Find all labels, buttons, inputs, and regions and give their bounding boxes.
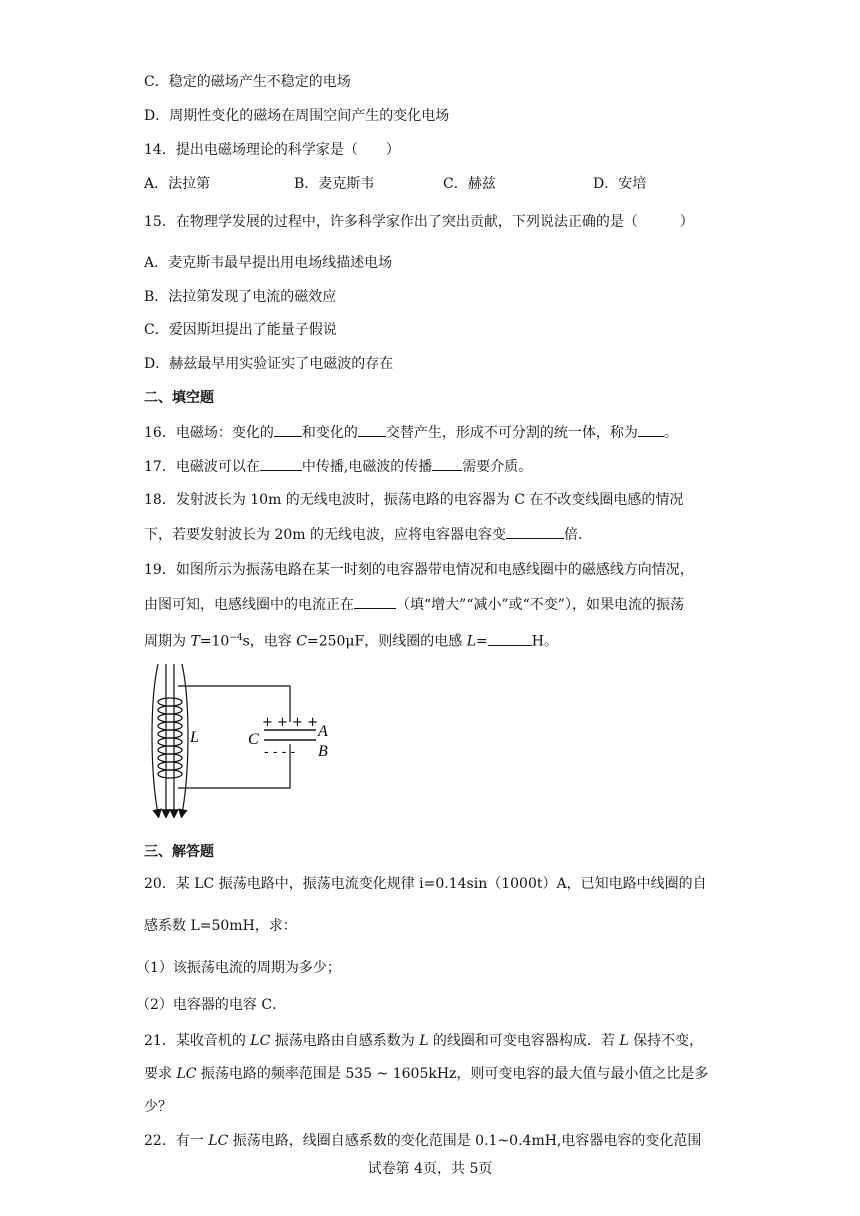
q15-option-d: D．赫兹最早用实验证实了电磁波的存在 — [144, 356, 394, 372]
q15-option-b: B．法拉第发现了电流的磁效应 — [144, 289, 337, 305]
q17-text-3: 需要介质。 — [462, 459, 533, 475]
q14-option-b: B．麦克斯韦 — [294, 176, 375, 192]
label-a: A — [318, 723, 328, 740]
q17-text-1: 17．电磁波可以在 — [144, 459, 260, 475]
q19-exponent: −4 — [229, 633, 243, 643]
q18-blank — [506, 524, 564, 539]
label-c: C — [248, 731, 259, 748]
q20-line-1: 20．某 LC 振荡电路中，振荡电流变化规律 i=0.14sin（1000t）A，已知电路中线圈的自 — [144, 876, 707, 892]
q18-text-1: 下，若要发射波长为 20m 的无线电波，应将电容器电容变 — [144, 527, 506, 543]
q13-option-d: D．周期性变化的磁场在周围空间产生的变化电场 — [144, 108, 450, 124]
q17 — [144, 456, 532, 477]
q21-text-1: 21．某收音机的 — [144, 1033, 251, 1049]
q19-blank-1 — [354, 594, 396, 609]
q15-option-a: A．麦克斯韦最早提出用电场线描述电场 — [144, 255, 393, 271]
q21-line-2 — [144, 1064, 708, 1084]
q16 — [144, 422, 678, 443]
q19-blank-2 — [488, 631, 532, 646]
q17-text-2: 中传播,电磁波的传播 — [301, 459, 433, 475]
capacitor-minus-charges: - - - - — [264, 745, 296, 760]
q20-line-2: 感系数 L=50mH，求： — [144, 918, 297, 934]
q16-text-1: 16．电磁场：变化的 — [144, 425, 274, 441]
q16-blank-2 — [358, 422, 386, 437]
q21-text-4: 保持不变， — [628, 1033, 704, 1049]
q19-var-l: L — [466, 633, 476, 650]
q21-text-3: 的线圈和可变电容器构成．若 — [428, 1033, 620, 1049]
q16-blank-3 — [638, 422, 664, 437]
q19-text-3: 周期为 — [144, 633, 191, 650]
q13-option-c: C．稳定的磁场产生不稳定的电场 — [144, 74, 351, 90]
q14-option-d: D．安培 — [593, 176, 647, 192]
q19-var-t: T — [190, 633, 200, 650]
q16-blank-1 — [274, 422, 302, 437]
q17-blank-1 — [260, 456, 302, 471]
q19-var-c: C — [296, 633, 307, 650]
q17-blank-2 — [432, 456, 462, 471]
q18-line-1: 18．发射波长为 10m 的无线电波时，振荡电路的电容器为 C 在不改变线圈电感的情况 — [144, 492, 684, 508]
label-b: B — [318, 743, 328, 760]
q22-line-1 — [144, 1131, 701, 1151]
q16-text-3: 交替产生，形成不可分割的统一体，称为 — [385, 425, 638, 441]
q21-text-5: 要求 — [144, 1066, 177, 1082]
field-line-left — [152, 664, 158, 814]
q19-text-4: =10 — [199, 633, 230, 650]
q22-var-lc: LC — [208, 1133, 229, 1149]
q16-text-2: 和变化的 — [301, 425, 358, 441]
q19-line-1: 19．如图所示为振荡电路在某一时刻的电容器带电情况和电感线圈中的磁感线方向情况， — [144, 562, 694, 578]
q19-text-2: （填“增大”“减小”或“不变”），如果电流的振荡 — [396, 597, 684, 613]
q21-text-6: 振荡电路的频率范围是 535 ~ 1605kHz，则可变电容的最大值与最小值之比是多 — [196, 1066, 709, 1082]
label-l: L — [190, 729, 199, 746]
q21-text-2: 振荡电路由自感系数为 — [270, 1033, 420, 1049]
section-fill-in-heading: 二、填空题 — [144, 390, 214, 406]
q21-line-3: 少？ — [144, 1099, 172, 1115]
q22-text-2: 振荡电路，线圈自感系数的变化范围是 0.1~0.4mH,电容器电容的变化范围 — [228, 1133, 702, 1149]
capacitor-plus-charges: + + + + — [262, 715, 318, 730]
q19-text-5: s，电容 — [242, 633, 297, 650]
q21-var-l: L — [419, 1033, 429, 1049]
q18-line-2 — [144, 524, 582, 545]
q19-text-8: H。 — [531, 633, 558, 650]
q14-option-a: A．法拉第 — [144, 176, 211, 192]
q19-line-2 — [144, 594, 684, 615]
q21-line-1 — [144, 1031, 703, 1051]
q18-text-2: 倍. — [564, 527, 583, 543]
q19-text-6: =250μF，则线圈的电感 — [306, 633, 467, 650]
section-answer-heading: 三、解答题 — [144, 844, 214, 860]
q21-var-l2: L — [619, 1033, 629, 1049]
lc-circuit-figure — [144, 660, 344, 818]
q19-line-3 — [144, 628, 558, 652]
q20-sub-1: （1）该振荡电流的周期为多少； — [136, 960, 341, 976]
q15-option-c: C．爱因斯坦提出了能量子假说 — [144, 322, 337, 338]
inductor-coil — [158, 698, 182, 778]
q22-text-1: 22．有一 — [144, 1133, 209, 1149]
q19-text-1: 由图可知，电感线圈中的电流正在 — [144, 597, 354, 613]
page-footer: 试卷第 4页，共 5页 — [367, 1161, 493, 1177]
q19-text-7: = — [476, 633, 488, 650]
q16-text-4: 。 — [663, 425, 678, 441]
q20-sub-2: （2）电容器的电容 C． — [136, 997, 287, 1013]
q14-stem: 14．提出电磁场理论的科学家是（ ） — [144, 142, 400, 158]
q14-option-c: C．赫兹 — [443, 176, 496, 192]
q21-var-lc: LC — [250, 1033, 271, 1049]
q21-var-lc2: LC — [176, 1066, 197, 1082]
q15-stem: 15．在物理学发展的过程中，许多科学家作出了突出贡献，下列说法正确的是（ ） — [144, 214, 694, 230]
